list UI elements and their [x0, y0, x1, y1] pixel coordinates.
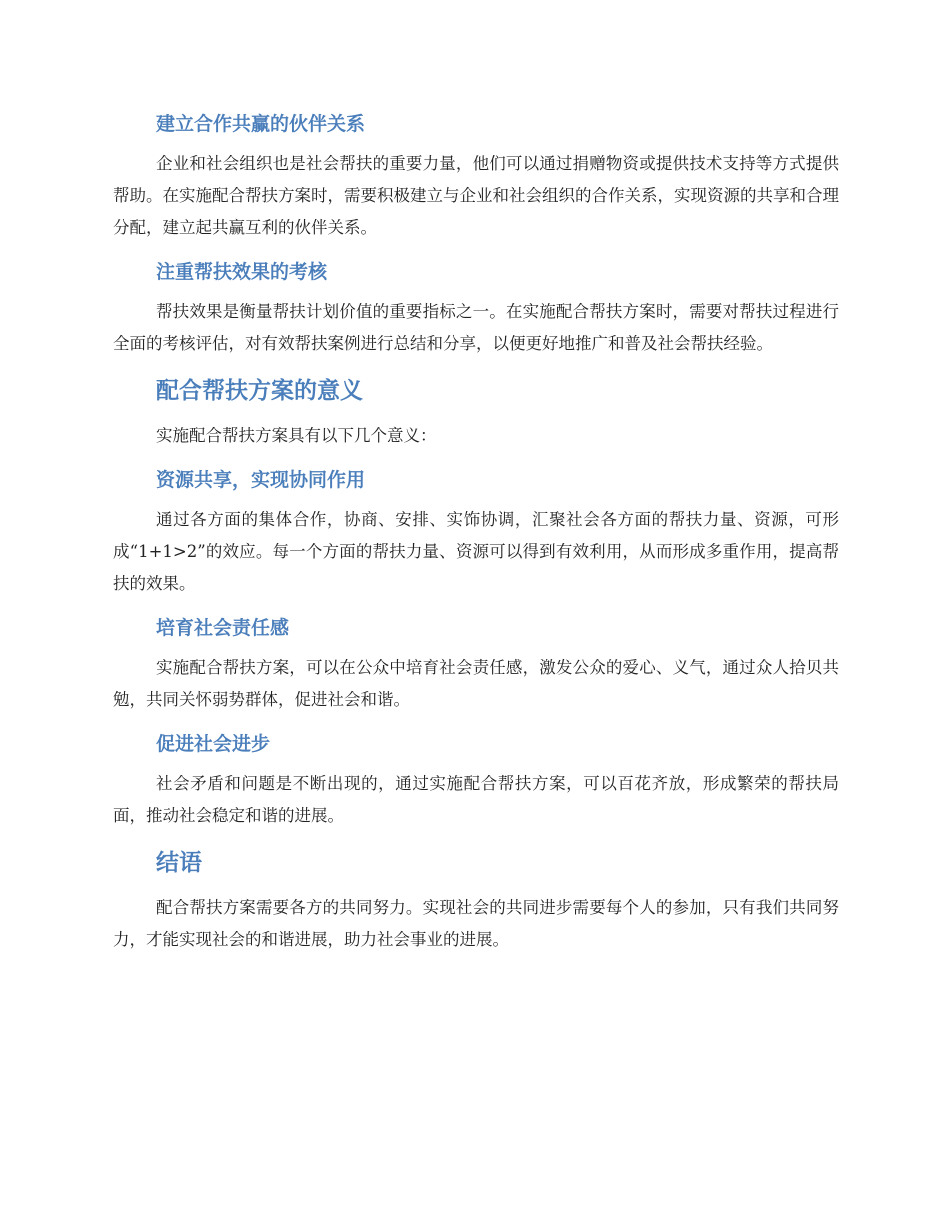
section-resource-sharing	[113, 462, 839, 600]
section-responsibility	[113, 610, 839, 716]
section-paragraph: 实施配合帮扶方案，可以在公众中培育社会责任感，激发公众的爱心、义气，通过众人拾贝共勉，共同关怀弱势群体，促进社会和谐。	[113, 658, 839, 709]
section-paragraph: 实施配合帮扶方案具有以下几个意义：	[156, 426, 437, 445]
section-significance	[113, 370, 839, 452]
chapter-heading: 结语	[156, 850, 202, 876]
chapter-heading: 配合帮扶方案的意义	[156, 378, 363, 404]
section-heading: 资源共享，实现协同作用	[156, 469, 366, 491]
section-heading: 建立合作共赢的伙伴关系	[156, 113, 366, 135]
section-paragraph: 帮扶效果是衡量帮扶计划价值的重要指标之一。在实施配合帮扶方案时，需要对帮扶过程进行全面的考核评估，对有效帮扶案例进行总结和分享，以便更好地推广和普及社会帮扶经验。	[113, 302, 839, 353]
section-paragraph: 社会矛盾和问题是不断出现的，通过实施配合帮扶方案，可以百花齐放，形成繁荣的帮扶局面，推动社会稳定和谐的进展。	[113, 774, 839, 825]
section-partnership	[113, 106, 839, 244]
section-evaluation	[113, 254, 839, 360]
section-heading: 注重帮扶效果的考核	[156, 261, 328, 283]
section-heading: 培育社会责任感	[156, 617, 290, 639]
document-page	[113, 106, 839, 966]
section-paragraph: 配合帮扶方案需要各方的共同努力。实现社会的共同进步需要每个人的参加，只有我们共同努力，才能实现社会的和谐进展，助力社会事业的进展。	[113, 898, 839, 949]
section-paragraph: 通过各方面的集体合作，协商、安排、实饰协调，汇聚社会各方面的帮扶力量、资源，可形成“1+1>2”的效应。每一个方面的帮扶力量、资源可以得到有效利用，从而形成多重作用，提高帮扶的效果。	[113, 510, 839, 593]
section-conclusion	[113, 842, 839, 956]
section-heading: 促进社会进步	[156, 733, 271, 755]
section-paragraph: 企业和社会组织也是社会帮扶的重要力量，他们可以通过捐赠物资或提供技术支持等方式提供帮助。在实施配合帮扶方案时，需要积极建立与企业和社会组织的合作关系，实现资源的共享和合理分配，建立起共赢互利的伙伴关系。	[113, 154, 839, 237]
section-progress	[113, 726, 839, 832]
